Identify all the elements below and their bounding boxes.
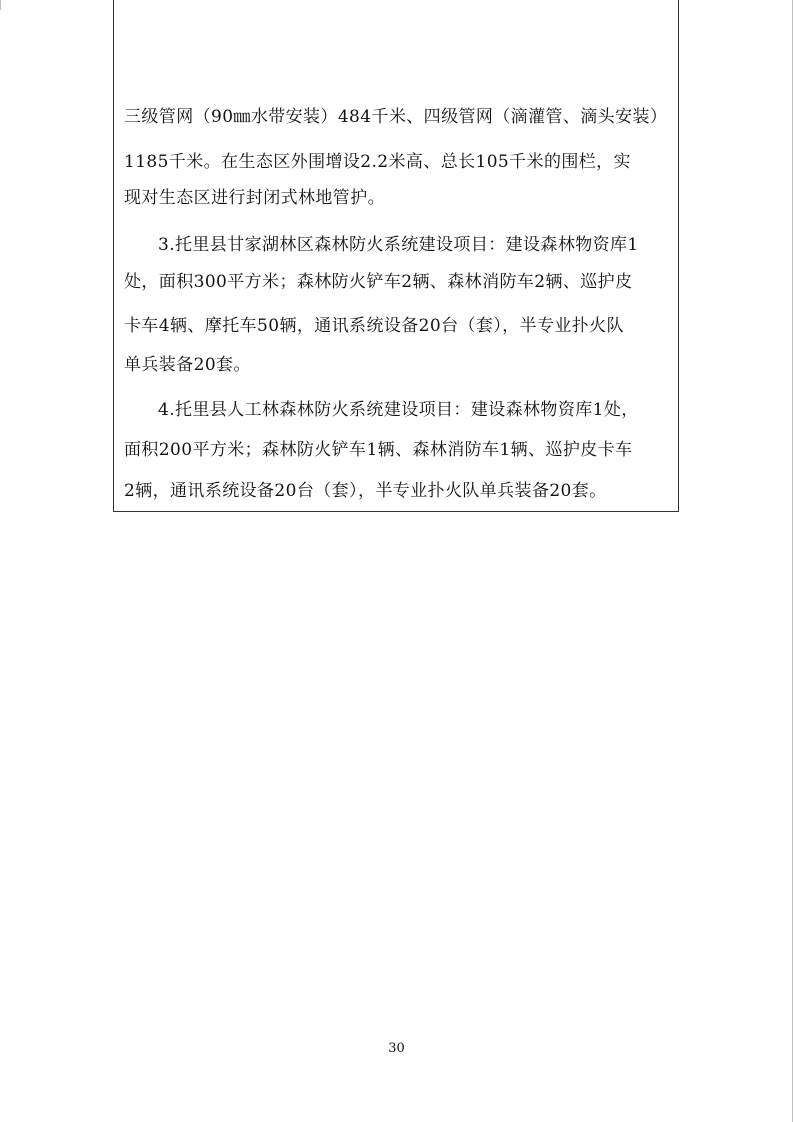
page-edge-left [0,0,1,10]
paragraph-line-8: 4.托里县人工林森林防火系统建设项目：建设森林物资库1处， [158,400,639,420]
paragraph-line-4: 3.托里县甘家湖林区森林防火系统建设项目：建设森林物资库1 [158,235,639,255]
paragraph-line-9: 面积200平方米；森林防火铲车1辆、森林消防车1辆、巡护皮卡车 [124,440,633,460]
paragraph-line-5: 处，面积300平方米；森林防火铲车2辆、森林消防车2辆、巡护皮 [124,272,633,292]
paragraph-line-1: 三级管网（90㎜水带安装）484千米、四级管网（滴灌管、滴头安装） [124,107,668,127]
paragraph-line-7: 单兵装备20套。 [124,355,251,375]
paragraph-line-2: 1185千米。在生态区外围增设2.2米高、总长105千米的围栏，实 [124,152,631,172]
paragraph-line-10: 2辆，通讯系统设备20台（套），半专业扑火队单兵装备20套。 [124,481,607,501]
paragraph-line-3: 现对生态区进行封闭式林地管护。 [124,188,385,208]
page-number: 30 [388,1041,405,1056]
paragraph-line-6: 卡车4辆、摩托车50辆，通讯系统设备20台（套），半专业扑火队 [124,316,624,336]
content-box [113,0,679,512]
